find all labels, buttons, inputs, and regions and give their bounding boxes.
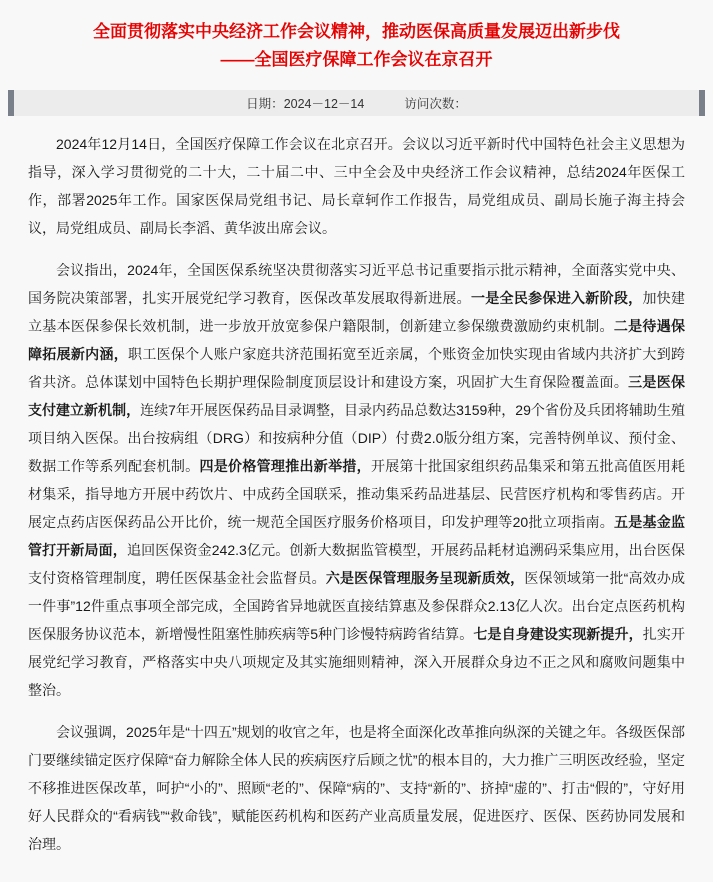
emphasis-segment: 三是医保支付建立新机制， bbox=[28, 374, 686, 418]
emphasis-segment: 四是价格管理推出新举措， bbox=[199, 458, 371, 474]
emphasis-segment: 六是医保管理服务呈现新质效， bbox=[325, 570, 525, 586]
paragraph bbox=[28, 256, 685, 704]
text-segment: 加快建立基本医保参保长效机制，进一步放开放宽参保户籍限制，创新建立参保缴费激励约束机制。 bbox=[28, 290, 686, 334]
emphasis-segment: 五是基金监管打开新局面， bbox=[28, 514, 685, 558]
text-segment: 连续7年开展医保药品目录调整，目录内药品总数达3159种，29个省份及兵团将辅助生殖项目纳入医保。出台按病组（DRG）和按病种分值（DIP）付费2.0版分组方案，完善特例单议、预付金、数据工作等系列配套机制。 bbox=[28, 402, 685, 474]
article-title-line1: 全面贯彻落实中央经济工作会议精神，推动医保高质量发展迈出新步伐 bbox=[93, 22, 620, 41]
emphasis-segment: 一是全民参保进入新阶段， bbox=[470, 290, 643, 306]
date-label: 日期： bbox=[246, 97, 284, 111]
text-segment: 追回医保资金242.3亿元。创新大数据监管模型，开展药品耗材追溯码采集应用，出台医保支付资格管理制度，聘任医保基金社会监督员。 bbox=[28, 542, 685, 586]
text-segment: 会议指出，2024年，全国医保系统坚决贯彻落实习近平总书记重要指示批示精神，全面落实党中央、国务院决策部署，扎实开展党纪学习教育，医保改革发展取得新进展。 bbox=[28, 262, 685, 306]
meta-bar-right-cap bbox=[699, 90, 705, 116]
publish-date bbox=[246, 94, 364, 112]
text-segment: 2024年12月14日，全国医疗保障工作会议在北京召开。会议以习近平新时代中国特色社会主义思想为指导，深入学习贯彻党的二十大，二十届二中、三中全会及中央经济工作会议精神，总结2024年医保工作，部署2025年工作。国家医保局党组书记、局长章轲作工作报告，局党组成员、副局长施子海主持会议，局党组成员、副局长李滔、黄华波出席会议。 bbox=[28, 136, 685, 236]
emphasis-segment: 七是自身建设实现新提升， bbox=[473, 626, 643, 642]
text-segment: 医保领域第一批“高效办成一件事”12件重点事项全部完成，全国跨省异地就医直接结算惠及参保群众2.13亿人次。出台定点医药机构医保服务协议范本，新增慢性阻塞性肺疾病等5种门诊慢特病跨省结算。 bbox=[28, 570, 686, 642]
meta-bar bbox=[8, 90, 705, 116]
emphasis-segment: 二是待遇保障拓展新内涵， bbox=[28, 318, 685, 362]
date-value: 2024－12－14 bbox=[283, 97, 365, 111]
article-body bbox=[28, 130, 685, 858]
paragraph bbox=[28, 718, 685, 858]
text-segment: 开展第十批国家组织药品集采和第五批高值医用耗材集采，指导地方开展中药饮片、中成药全国联采，推动集采药品进基层、民营医疗机构和零售药店。开展定点药店医保药品公开比价，统一规范全国医疗服务价格项目，印发护理等20批立项指南。 bbox=[28, 458, 686, 530]
text-segment: 职工医保个人账户家庭共济范围拓宽至近亲属，个账资金加快实现由省域内共济扩大到跨省共济。总体谋划中国特色长期护理保险制度顶层设计和建设方案，巩固扩大生育保险覆盖面。 bbox=[28, 346, 686, 390]
paragraph bbox=[28, 130, 685, 242]
text-segment: 会议强调，2025年是“十四五”规划的收官之年，也是将全面深化改革推向纵深的关键之年。各级医保部门要继续锚定医疗保障“奋力解除全体人民的疾病医疗后顾之忧”的根本目的，大力推广三明医改经验，坚定不移推进医保改革，呵护“小的”、照顾“老的”、保障“病的”、支持“新的”、挤掉“虚的”、打击“假的”，守好用好人民群众的“看病钱”“救命钱”，赋能医药机构和医药产业高质量发展，促进医疗、医保、医药协同发展和治理。 bbox=[28, 724, 685, 852]
visit-count-label: 访问次数： bbox=[404, 97, 467, 111]
article-title-line2: ——全国医疗保障工作会议在京召开 bbox=[220, 50, 493, 69]
meta-bar-left-cap bbox=[8, 90, 14, 116]
text-segment: 扎实开展党纪学习教育，严格落实中央八项规定及其实施细则精神，深入开展群众身边不正之风和腐败问题集中整治。 bbox=[28, 626, 685, 698]
